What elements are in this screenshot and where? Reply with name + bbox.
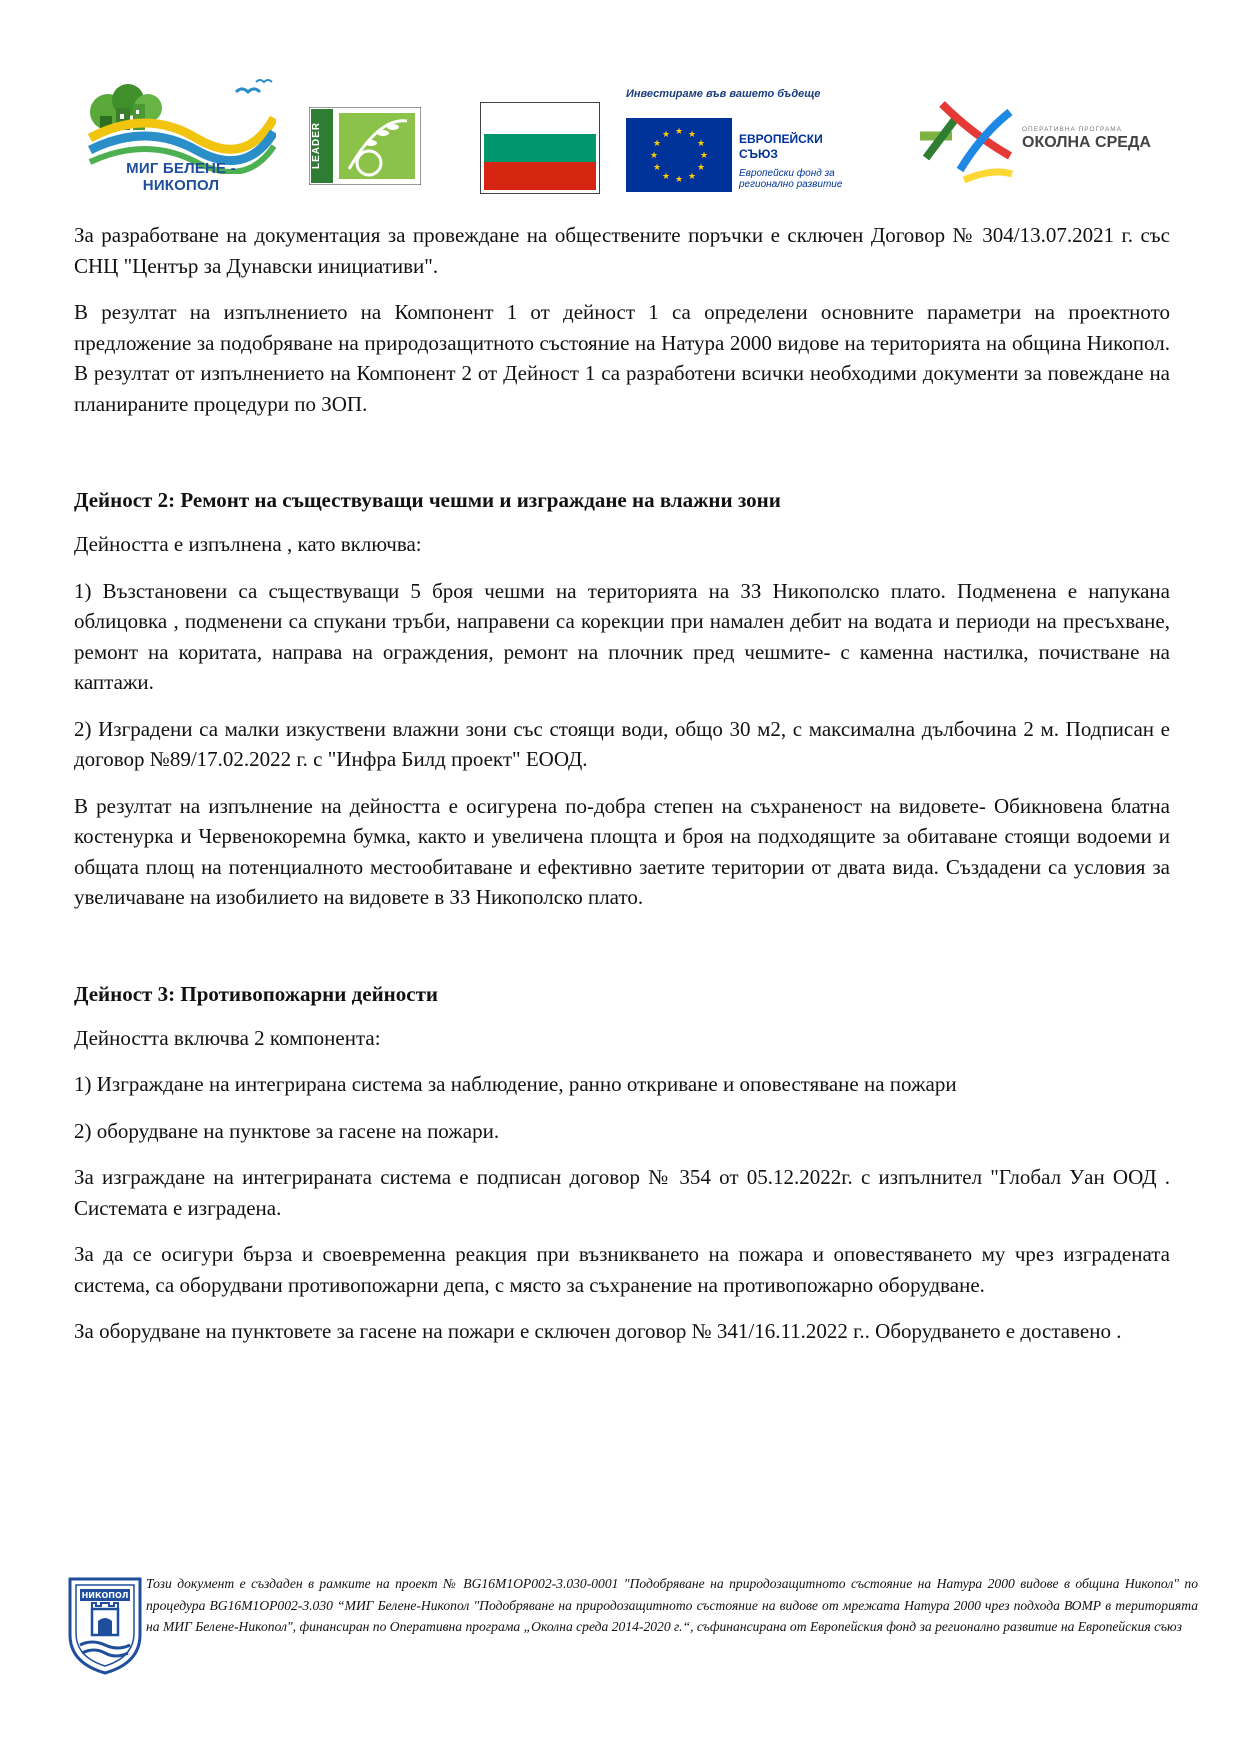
svg-text:★: ★ bbox=[652, 139, 662, 149]
svg-text:★: ★ bbox=[649, 151, 659, 161]
svg-text:★: ★ bbox=[674, 127, 684, 137]
svg-text:НИКОПОЛ: НИКОПОЛ bbox=[81, 1591, 129, 1600]
svg-text:★: ★ bbox=[674, 175, 684, 185]
op-program-label: ОПЕРАТИВНА ПРОГРАМА bbox=[1022, 126, 1123, 133]
paragraph-activity-2-intro: Дейността е изпълнена , като включва: bbox=[74, 532, 422, 556]
paragraph-activity-3-intro: Дейността включва 2 компонента: bbox=[74, 1025, 381, 1050]
leader-emblem-icon bbox=[309, 107, 421, 185]
svg-text:★: ★ bbox=[687, 130, 697, 140]
mig-logo bbox=[86, 78, 276, 194]
op-environment-emblem-icon bbox=[912, 94, 1020, 184]
document-body bbox=[74, 220, 1170, 1363]
svg-text:★: ★ bbox=[696, 139, 706, 149]
op-environment-logo bbox=[912, 94, 1162, 184]
paragraph-system-contract: За изграждане на интегрираната система е подписан договор № 354 от 05.12.2022г. с изпълнител "Глобал Уан ООД . Системата е изградена. bbox=[74, 1165, 1170, 1220]
footer bbox=[66, 1573, 1198, 1683]
svg-text:★: ★ bbox=[661, 130, 671, 140]
paragraph-equipment-contract: За оборудване на пунктовете за гасене на пожари е сключен договор № 341/16.11.2022 г.. Оборудването е доставено . bbox=[74, 1319, 1122, 1343]
spacer bbox=[74, 435, 1170, 485]
eu-name: ЕВРОПЕЙСКИ СЪЮЗ bbox=[739, 132, 823, 161]
paragraph-fire-points: 2) оборудване на пунктове за гасене на пожари. bbox=[74, 1118, 500, 1143]
footer-disclaimer: Този документ е създаден в рамките на проект № BG16M1OP002-3.030-0001 "Подобряване на природозащитното състояние на Натура 2000 видове в община Никопол" по процедура BG16M1OP002-3.030 “МИГ Белене-Никопол "Подобряване на природозащитното състояние на видове от мрежата Натура 2000 чрез подхода ВОМР в територията на МИГ Белене-Никопол", финансиран по Оперативна програма „Околна среда 2014-2020 г.“, съфинансирана от Европейския фонд за регионално развитие на Европейския съюз bbox=[146, 1576, 1198, 1634]
nikopol-crest bbox=[66, 1573, 144, 1677]
op-program-name: ОКОЛНА СРЕДА bbox=[1022, 134, 1151, 151]
eu-fund: Европейски фонд за регионално развитие bbox=[739, 168, 843, 190]
paragraph-activity-2-results: В резултат на изпълнение на дейността е осигурена по-добра степен на съхраненост на видовете- Обикновена блатна костенурка и Червенокоремна бумка, както и увеличена площта и броя на подходящите за обитаване стоящи водоеми и общата площ на потенциалното местообитаване и ефективно заетите територии от двата вида. Създадени са условия за увеличаване на изобилието на видовете в ЗЗ Никополско плато. bbox=[74, 793, 1170, 909]
bulgarian-flag-icon bbox=[480, 102, 600, 194]
svg-text:★: ★ bbox=[687, 172, 697, 182]
eu-slogan: Инвестираме във вашето бъдеще bbox=[626, 88, 821, 100]
paragraph-contract: За разработване на документация за провеждане на обществените поръчки е сключен Договор № 304/13.07.2021 г. със СНЦ "Център за Дунавски инициативи". bbox=[74, 223, 1170, 278]
svg-text:★: ★ bbox=[699, 151, 709, 161]
paragraph-fountains: 1) Възстановени са съществуващи 5 броя чешми на територията на ЗЗ Никополско плато. Подменена е напукана облицовка , подменени са спукани тръби, направени са корекции при намален дебит на водата и периоди на пресъхване, ремонт на коритата, направа на ограждения, ремонт на плочник пред чешмите- с каменна настилка, почистване на каптажи. bbox=[74, 578, 1170, 694]
activity-3-heading: Дейност 3: Противопожарни дейности bbox=[74, 981, 439, 1006]
eu-flag-icon bbox=[626, 118, 732, 192]
nikopol-crest-icon bbox=[66, 1573, 144, 1677]
paragraph-component-results: В резултат на изпълнението на Компонент 1 от дейност 1 са определени основните параметри на проектното предложение за подобряване на природозащитното състояние на Натура 2000 видове на територията на община Никопол. В резултат от изпълнението на Компонент 2 от Дейност 1 са разработени всички необходими документи за повеждане на планираните процедури по ЗОП. bbox=[74, 300, 1170, 416]
activity-2-heading: Дейност 2: Ремонт на съществуващи чешми и изграждане на влажни зони bbox=[74, 488, 781, 512]
bulgarian-flag bbox=[480, 102, 600, 194]
paragraph-wetlands: 2) Изградени са малки изкуствени влажни зони със стоящи води, общо 30 м2, с максимална дълбочина 2 м. Подписан е договор №89/17.02.2022 г. с "Инфра Билд проект" ЕООД. bbox=[74, 716, 1170, 771]
mig-logo-text: МИГ БЕЛЕНЕ - НИКОПОЛ bbox=[126, 160, 236, 194]
svg-text:★: ★ bbox=[696, 163, 706, 173]
paragraph-fire-system: 1) Изграждане на интегрирана система за наблюдение, ранно откриване и оповестяване на пожари bbox=[74, 1072, 957, 1096]
paragraph-fire-depots: За да се осигури бърза и своевременна реакция при възникването на пожара и оповестяването му чрез изградената система, са оборудвани противопожарни депа, с място за съхранение на противопожарно оборудване. bbox=[74, 1242, 1170, 1297]
header-logos bbox=[0, 72, 1240, 202]
leader-text: LEADER bbox=[311, 121, 322, 169]
svg-text:★: ★ bbox=[652, 163, 662, 173]
leader-logo bbox=[309, 107, 421, 185]
eu-logo bbox=[626, 88, 888, 204]
svg-text:★: ★ bbox=[661, 172, 671, 182]
spacer bbox=[74, 929, 1170, 979]
